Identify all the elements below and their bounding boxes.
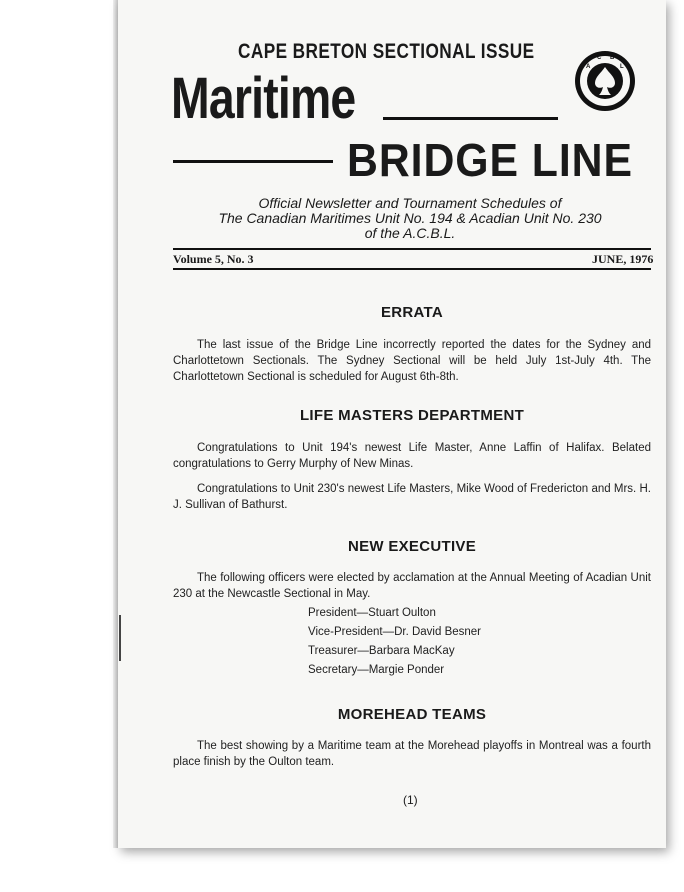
sectional-issue-title: CAPE BRETON SECTIONAL ISSUE — [238, 40, 535, 63]
errata-heading: ERRATA — [380, 304, 444, 321]
new-executive-heading: NEW EXECUTIVE — [347, 538, 477, 555]
masthead-maritime: Maritime — [171, 66, 356, 131]
acbl-logo — [574, 50, 636, 112]
svg-text:L: L — [620, 64, 624, 70]
issue-rule-top — [173, 248, 651, 250]
officer-treasurer: Treasurer—Barbara MacKay — [308, 645, 455, 657]
subtitle-line: of the A.C.B.L. — [364, 225, 456, 241]
binding-mark — [119, 615, 121, 661]
errata-text: The last issue of the Bridge Line incorrectly reported the dates for the Sydney and Charlottetown Sectionals. The Sydney Sectional will be held July 1st-July 4th. The Charlottetown Sectional is scheduled for August 6th-8th. — [173, 339, 651, 383]
officers-list — [308, 604, 481, 680]
officer-president: President—Stuart Oulton — [308, 607, 436, 619]
masthead-rule-right — [383, 117, 558, 120]
subtitle-line: The Canadian Maritimes Unit No. 194 & Acadian Unit No. 230 — [218, 210, 602, 226]
morehead-heading: MOREHEAD TEAMS — [337, 706, 487, 723]
officer-secretary: Secretary—Margie Ponder — [308, 664, 445, 676]
life-masters-heading: LIFE MASTERS DEPARTMENT — [299, 407, 525, 424]
subtitle-line: Official Newsletter and Tournament Schedules of — [258, 195, 562, 211]
svg-text:C: C — [597, 55, 602, 61]
page-number: (1) — [403, 793, 418, 807]
masthead-bridge-line: BRIDGE LINE — [347, 134, 633, 186]
volume-number: Volume 5, No. 3 — [173, 252, 254, 266]
new-executive-text: The following officers were elected by acclamation at the Annual Meeting of Acadian Unit 230 at the Newcastle Sectional in May. — [173, 572, 651, 600]
issue-rule-bottom — [173, 268, 651, 270]
life-masters-para-1: Congratulations to Unit 194's newest Life Master, Anne Laffin of Halifax. Belated congratulations to Gerry Murphy of New Minas. — [173, 442, 651, 470]
masthead-rule-left — [173, 160, 333, 163]
svg-text:A: A — [586, 64, 591, 70]
masthead-subtitle — [170, 196, 650, 241]
issue-date: JUNE, 1976 — [592, 252, 654, 266]
morehead-text: The best showing by a Maritime team at the Morehead playoffs in Montreal was a fourth place finish by the Oulton team. — [173, 740, 651, 768]
svg-text:B: B — [610, 55, 615, 61]
life-masters-para-2: Congratulations to Unit 230's newest Life Masters, Mike Wood of Fredericton and Mrs. H. J. Sullivan of Bathurst. — [173, 483, 651, 511]
officer-vice-president: Vice-President—Dr. David Besner — [308, 626, 481, 638]
acbl-spade-seal-icon — [574, 50, 636, 112]
